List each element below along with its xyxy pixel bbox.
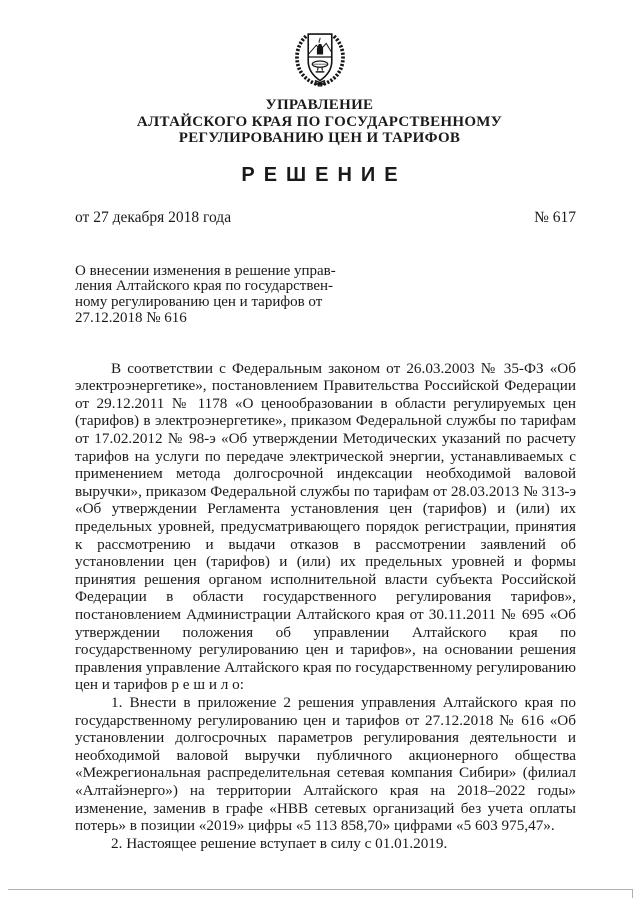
document-subject — [75, 264, 405, 327]
subject-line: О внесении изменения в решение управ- — [75, 262, 336, 279]
subject-line: 27.12.2018 № 616 — [75, 309, 187, 326]
document-number: № 617 — [534, 208, 576, 226]
subject-line: ному регулированию цен и тарифов от — [75, 294, 323, 311]
document-date: от 27 декабря 2018 года — [75, 208, 232, 226]
document-meta-row — [75, 209, 576, 227]
scan-page-corner — [632, 889, 633, 898]
document-type-title: РЕШЕНИЕ — [241, 163, 407, 186]
scan-page-edge — [8, 889, 633, 890]
org-name-line: АЛТАЙСКОГО КРАЯ ПО ГОСУДАРСТВЕННОМУ — [136, 113, 503, 130]
body-paragraph-preamble: В соответствии с Федеральным законом от 26.03.2003 № 35-ФЗ «Об электроэнергетике», постановлением Правительства Российской Федерации от 29.12.2011 № 1178 «О ценообразовании в области регулируемых цен (тарифов) в электроэнергетике», приказом Федеральной службы по тарифам от 17.02.2012 № 98-э «Об утверждении Методических указаний по расчету тарифов на услуги по передаче электрической энергии, устанавливаемых с применением метода долгосрочной индексации необходимой валовой выручки», приказом Федеральной службы по тарифам от 28.03.2013 № 313-э «Об утверждении Регламента установления цен (тарифов) и (или) их предельных уровней, предусматривающего порядок регистрации, принятия к рассмотрению и выдачи отказов в рассмотрении заявлений об установлении цен (тарифов) и (или) их предельных уровней и формы принятия решения органом исполнительной власти субъекта Российской Федерации в области государственного регулирования тарифов», постановлением Администрации Алтайского края от 30.11.2011 № 695 «Об утверждении положения об управлении Алтайского края по государственному регулированию цен и тарифов», на основании решения правления управление Алтайского края по государственному регулированию цен и тарифов р е ш и л о: — [75, 359, 576, 694]
body-paragraph-item-2: 2. Настоящее решение вступает в силу с 01.01.2019. — [111, 834, 448, 852]
body-paragraph-item-1: 1. Внести в приложение 2 решения управления Алтайского края по государственному регулированию цен и тарифов от 27.12.2018 № 616 «Об установлении долгосрочных параметров регулирования деятельности и необходимой валовой выручки публичного акционерного общества «Межрегиональная распределительная сетевая компания Сибири» (филиал «Алтайэнерго») на территории Алтайского края на 2018–2022 годы» изменение, заменив в графе «НВВ сетевых организаций без учета оплаты потерь» в позиции «2019» цифры «5 113 858,70» цифрами «5 603 975,47». — [75, 693, 576, 835]
org-name-line: РЕГУЛИРОВАНИЮ ЦЕН И ТАРИФОВ — [178, 130, 461, 146]
document-body — [75, 360, 576, 853]
coat-of-arms-icon — [289, 26, 351, 88]
org-name-line: УПРАВЛЕНИЕ — [265, 97, 374, 113]
org-name — [0, 97, 639, 147]
subject-line: ления Алтайского края по государствен- — [75, 278, 334, 295]
letterhead-emblem — [0, 0, 639, 88]
